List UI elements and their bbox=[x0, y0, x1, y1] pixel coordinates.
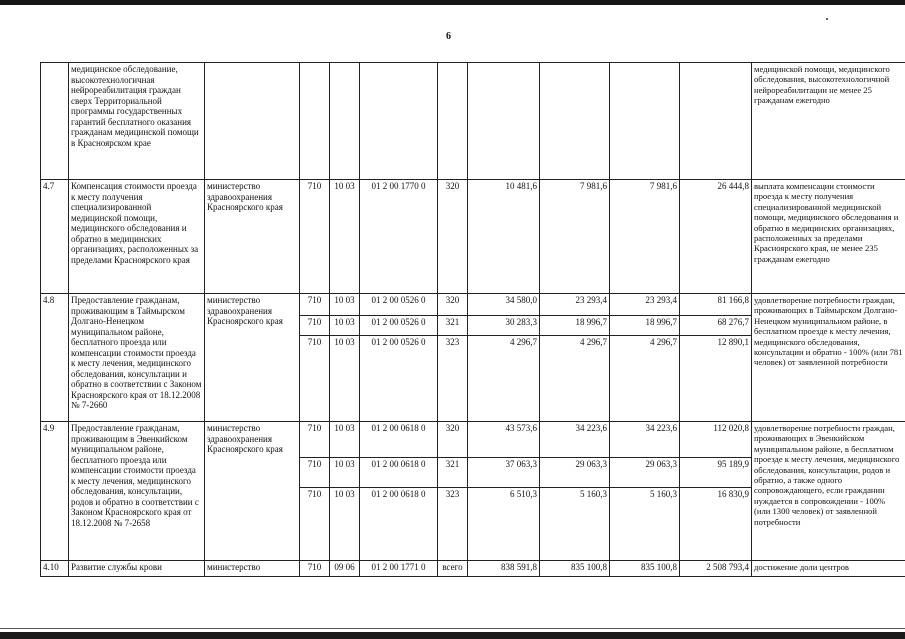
table-row bbox=[41, 422, 905, 458]
grbs-cell: 710 bbox=[300, 336, 330, 422]
grbs-cell: 710 bbox=[300, 316, 330, 336]
year3-cell: 5 160,3 bbox=[610, 488, 680, 561]
measure-name: Предоставление гражданам, проживающим в Таймырском Долгано-Ненецком муниципальном районе, бесплатного проезда или компенсации стоимости проезда к месту лечения, медицинского обследования, консультации и обратно в соответствии с Законом Красноярского края от 18.12.2008 № 7-2660 bbox=[69, 294, 205, 422]
total-cell: 95 189,9 bbox=[680, 458, 752, 488]
grbs-cell: 710 bbox=[300, 458, 330, 488]
year1-cell: 37 063,3 bbox=[468, 458, 540, 488]
vr-cell: 320 bbox=[438, 180, 468, 294]
page-number: 6 bbox=[446, 31, 451, 42]
year2-cell bbox=[540, 63, 610, 180]
measure-name: Развитие службы крови bbox=[69, 561, 205, 577]
ministry-cell: министерство здравоохранения Красноярского края bbox=[205, 294, 300, 422]
year1-cell: 4 296,7 bbox=[468, 336, 540, 422]
csr-cell: 01 2 00 0526 0 bbox=[360, 336, 438, 422]
year3-cell: 835 100,8 bbox=[610, 561, 680, 577]
csr-cell: 01 2 00 0526 0 bbox=[360, 316, 438, 336]
year2-cell: 5 160,3 bbox=[540, 488, 610, 561]
item-number: 4.10 bbox=[41, 561, 69, 577]
vr-cell: 321 bbox=[438, 316, 468, 336]
csr-cell: 01 2 00 1770 0 bbox=[360, 180, 438, 294]
total-cell: 26 444,8 bbox=[680, 180, 752, 294]
expected-result: выплата компенсации стоимости проезда к месту получения специализированной медицинской помощи, медицинского обследования и обратно в медицинских организациях, расположенных за пределами Красноярского края, не менее 235 гражданам ежегодно bbox=[752, 180, 905, 294]
rzpr-cell: 10 03 bbox=[330, 488, 360, 561]
year2-cell: 34 223,6 bbox=[540, 422, 610, 458]
vr-cell: 320 bbox=[438, 294, 468, 316]
measure-name: Предоставление гражданам, проживающим в Эвенкийском муниципальном районе, бесплатного проезда или компенсации стоимости проезда к месту лечения, медицинского обследования, консультации, родов и обратно в соответствии с Законом Красноярского края от 18.12.2008 № 7-2658 bbox=[69, 422, 205, 561]
year1-cell bbox=[468, 63, 540, 180]
measure-name: медицинское обследование, высокотехнологичная нейрореабилитация граждан сверх Территориальной программы государственных гарантий бесплатного оказания гражданам медицинской помощи в Красноярском крае bbox=[69, 63, 205, 180]
rzpr-cell: 10 03 bbox=[330, 336, 360, 422]
table-row-continuation bbox=[41, 63, 905, 180]
csr-cell: 01 2 00 0618 0 bbox=[360, 422, 438, 458]
vr-cell bbox=[438, 63, 468, 180]
expected-result: достижение доли центров bbox=[752, 561, 905, 577]
year2-cell: 29 063,3 bbox=[540, 458, 610, 488]
expected-result: медицинской помощи, медицинского обследования, высокотехнологичной нейрореабилитации не менее 25 гражданам ежегодно bbox=[752, 63, 905, 180]
year1-cell: 838 591,8 bbox=[468, 561, 540, 577]
total-cell: 68 276,7 bbox=[680, 316, 752, 336]
expected-result: удовлетворение потребности граждан, проживающих в Эвенкийском муниципальном районе, в бесплатном проезде к месту лечения, медицинского обследования, консультации, родов и обратно, а также одного сопровождающего, если гражданин нуждается в сопровождении - 100% (или 1300 человек) от заявленной потребности bbox=[752, 422, 905, 561]
rzpr-cell: 10 03 bbox=[330, 316, 360, 336]
year3-cell: 4 296,7 bbox=[610, 336, 680, 422]
item-number: 4.7 bbox=[41, 180, 69, 294]
vr-cell: 323 bbox=[438, 488, 468, 561]
csr-cell bbox=[360, 63, 438, 180]
vr-cell: всего bbox=[438, 561, 468, 577]
ministry-cell: министерство здравоохранения Красноярского края bbox=[205, 180, 300, 294]
num-cell bbox=[41, 63, 69, 180]
rzpr-cell: 10 03 bbox=[330, 294, 360, 316]
table-row bbox=[41, 294, 905, 316]
year1-cell: 34 580,0 bbox=[468, 294, 540, 316]
ministry-cell: министерство здравоохранения Красноярского края bbox=[205, 422, 300, 561]
rzpr-cell: 10 03 bbox=[330, 458, 360, 488]
program-measures-table bbox=[40, 62, 905, 577]
csr-cell: 01 2 00 0526 0 bbox=[360, 294, 438, 316]
grbs-cell: 710 bbox=[300, 422, 330, 458]
rzpr-cell: 09 06 bbox=[330, 561, 360, 577]
expected-result: удовлетворение потребности граждан, проживающих в Таймырском Долгано-Ненецком муниципальном районе, в бесплатном проезде к месту лечения, медицинского обследования, консультации и обратно - 100% (или 781 человек) от заявленной потребности bbox=[752, 294, 905, 422]
grbs-cell: 710 bbox=[300, 294, 330, 316]
table-row bbox=[41, 561, 905, 577]
year2-cell: 835 100,8 bbox=[540, 561, 610, 577]
scan-top-edge bbox=[0, 0, 905, 5]
grbs-cell bbox=[300, 63, 330, 180]
year3-cell bbox=[610, 63, 680, 180]
rzpr-cell bbox=[330, 63, 360, 180]
year1-cell: 10 481,6 bbox=[468, 180, 540, 294]
table-row bbox=[41, 180, 905, 294]
year3-cell: 29 063,3 bbox=[610, 458, 680, 488]
total-cell: 81 166,8 bbox=[680, 294, 752, 316]
grbs-cell: 710 bbox=[300, 180, 330, 294]
year2-cell: 18 996,7 bbox=[540, 316, 610, 336]
grbs-cell: 710 bbox=[300, 561, 330, 577]
year3-cell: 18 996,7 bbox=[610, 316, 680, 336]
total-cell: 112 020,8 bbox=[680, 422, 752, 458]
year2-cell: 23 293,4 bbox=[540, 294, 610, 316]
csr-cell: 01 2 00 1771 0 bbox=[360, 561, 438, 577]
csr-cell: 01 2 00 0618 0 bbox=[360, 458, 438, 488]
total-cell: 2 508 793,4 bbox=[680, 561, 752, 577]
csr-cell: 01 2 00 0618 0 bbox=[360, 488, 438, 561]
scan-bottom-line bbox=[0, 628, 905, 629]
year2-cell: 7 981,6 bbox=[540, 180, 610, 294]
scan-speck bbox=[826, 18, 828, 20]
vr-cell: 320 bbox=[438, 422, 468, 458]
total-cell: 16 830,9 bbox=[680, 488, 752, 561]
year2-cell: 4 296,7 bbox=[540, 336, 610, 422]
grbs-cell: 710 bbox=[300, 488, 330, 561]
total-cell bbox=[680, 63, 752, 180]
rzpr-cell: 10 03 bbox=[330, 180, 360, 294]
item-number: 4.9 bbox=[41, 422, 69, 561]
scan-bottom-edge bbox=[0, 632, 905, 639]
vr-cell: 323 bbox=[438, 336, 468, 422]
year1-cell: 43 573,6 bbox=[468, 422, 540, 458]
ministry-cell: министерство bbox=[205, 561, 300, 577]
year1-cell: 6 510,3 bbox=[468, 488, 540, 561]
measure-name: Компенсация стоимости проезда к месту получения специализированной медицинской помощи, медицинского обследования и обратно в медицинских организациях, расположенных за пределами Красноярского края bbox=[69, 180, 205, 294]
total-cell: 12 890,1 bbox=[680, 336, 752, 422]
item-number: 4.8 bbox=[41, 294, 69, 422]
ministry-cell bbox=[205, 63, 300, 180]
year3-cell: 34 223,6 bbox=[610, 422, 680, 458]
year3-cell: 23 293,4 bbox=[610, 294, 680, 316]
year3-cell: 7 981,6 bbox=[610, 180, 680, 294]
year1-cell: 30 283,3 bbox=[468, 316, 540, 336]
vr-cell: 321 bbox=[438, 458, 468, 488]
rzpr-cell: 10 03 bbox=[330, 422, 360, 458]
